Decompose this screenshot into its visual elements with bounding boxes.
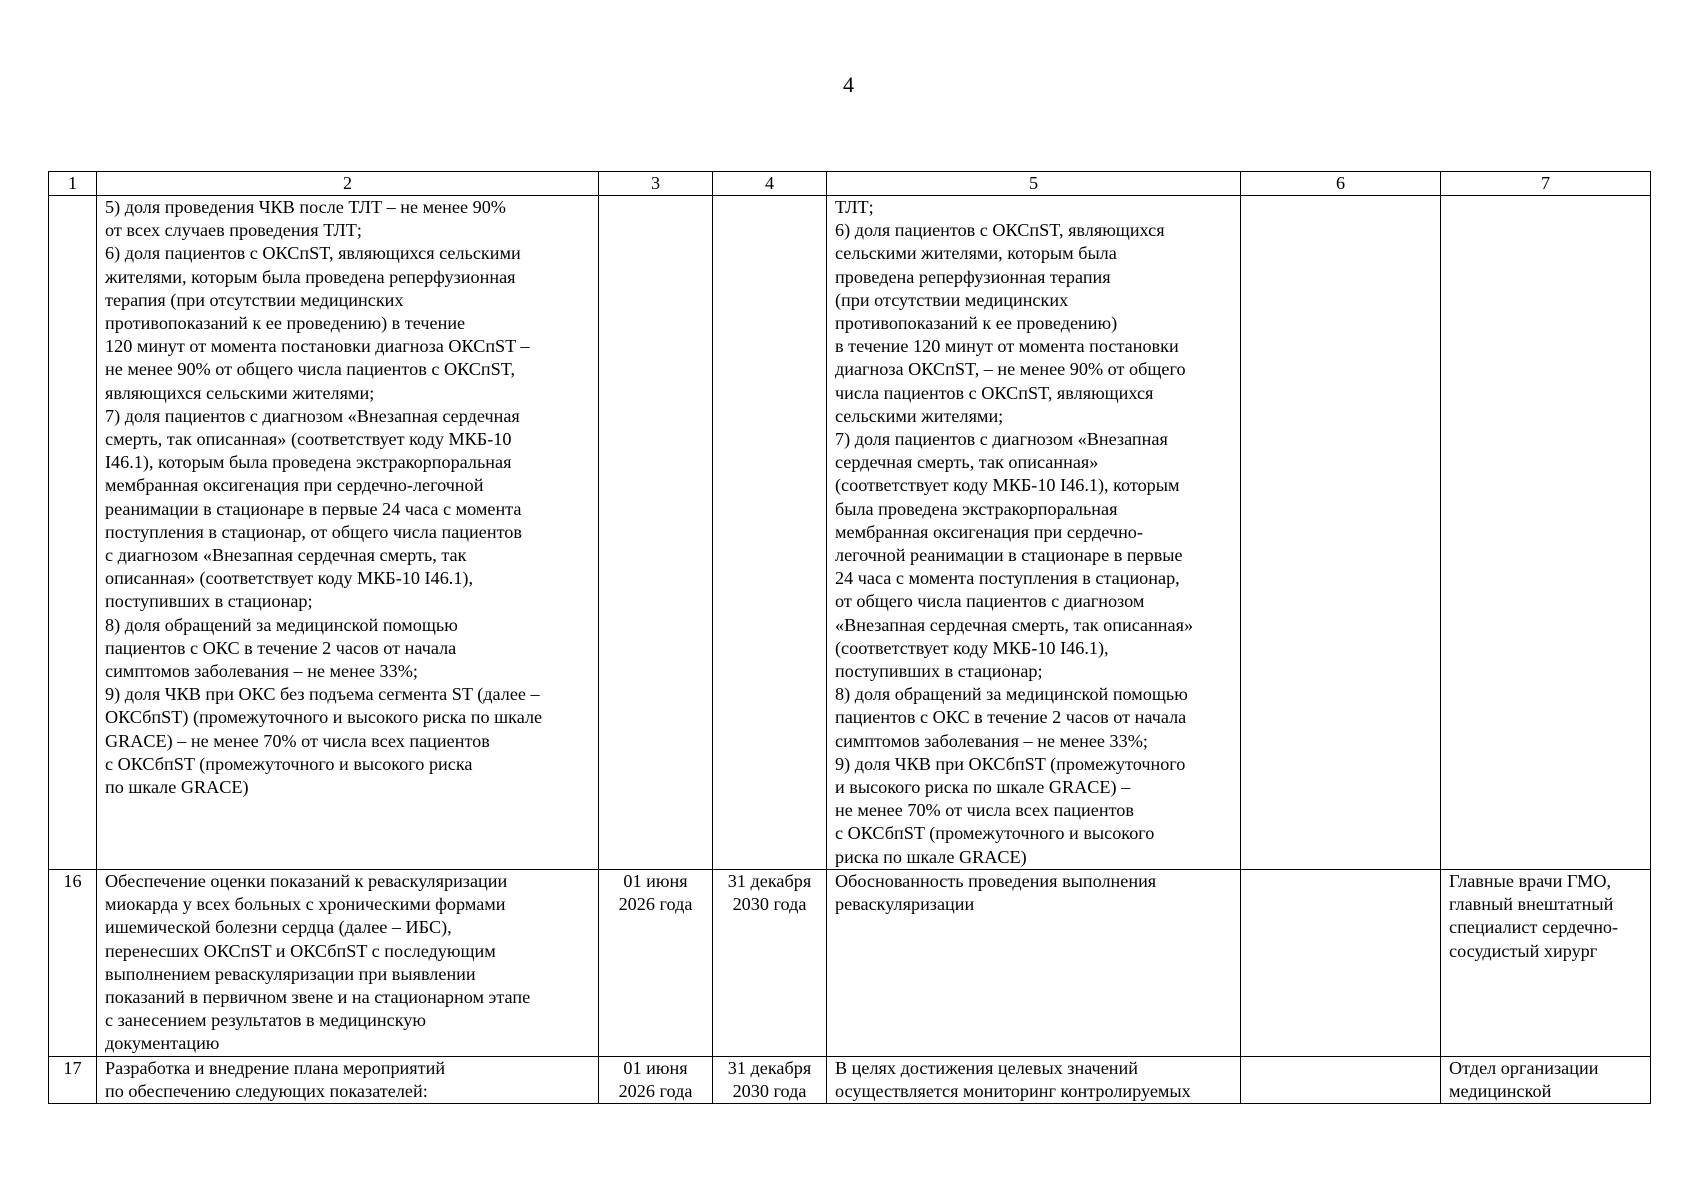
cell-line: 7) доля пациентов с диагнозом «Внезапная xyxy=(835,429,1168,450)
cell-line: медицинской xyxy=(1449,1080,1552,1101)
plan-table xyxy=(48,171,1651,1104)
cell-line: В целях достижения целевых значений xyxy=(835,1057,1138,1078)
cell-line: выполнением реваскуляризации при выявлении xyxy=(105,963,476,984)
cell-end-date xyxy=(713,196,827,870)
cell-line: «Внезапная сердечная смерть, так описанная» xyxy=(835,614,1194,635)
cell-line: сельскими жителями, которым была xyxy=(835,243,1117,264)
cell-line: с ОКСбпST (промежуточного и высокого xyxy=(835,823,1155,844)
cell-line: Обоснованность проведения выполнения xyxy=(835,870,1157,891)
cell-responsible xyxy=(1441,1056,1651,1103)
row-number xyxy=(49,196,97,870)
cell-line: показаний в первичном звене и на стационарном этапе xyxy=(105,986,531,1007)
cell-line: 01 июня xyxy=(623,1057,688,1078)
cell-line: 6) доля пациентов с ОКСпST, являющихся xyxy=(835,220,1165,241)
cell-line: 2030 года xyxy=(732,1080,807,1101)
cell-line: GRACE) – не менее 70% от числа всех пациентов xyxy=(105,730,490,751)
column-number-row xyxy=(49,172,1651,196)
cell-result xyxy=(827,1056,1241,1103)
cell-col6 xyxy=(1241,869,1441,1056)
cell-line: сельскими жителями; xyxy=(835,405,1004,426)
cell-line: 6) доля пациентов с ОКСпST, являющихся сельскими xyxy=(105,243,521,264)
cell-line: смерть, так описанная» (соответствует коду МКБ-10 xyxy=(105,429,512,450)
cell-line: поступивших в стационар; xyxy=(835,661,1043,682)
col-header-1: 1 xyxy=(49,172,97,196)
cell-line: не менее 90% от общего числа пациентов с ОКСпST, xyxy=(105,359,516,380)
table-row xyxy=(49,869,1651,1056)
cell-end-date xyxy=(713,1056,827,1103)
cell-end-date xyxy=(713,869,827,1056)
cell-line: Отдел организации xyxy=(1449,1057,1599,1078)
cell-line: была проведена экстракорпоральная xyxy=(835,498,1118,519)
cell-col6 xyxy=(1241,1056,1441,1103)
cell-line: ишемической болезни сердца (далее – ИБС), xyxy=(105,917,452,938)
cell-line: симптомов заболевания – не менее 33%; xyxy=(835,730,1148,751)
cell-line: 120 минут от момента постановки диагноза ОКСпST – xyxy=(105,336,530,357)
cell-measure xyxy=(97,869,599,1056)
cell-line: ОКСбпST) (промежуточного и высокого риска по шкале xyxy=(105,707,543,728)
cell-line: от всех случаев проведения ТЛТ; xyxy=(105,220,362,241)
cell-line: риска по шкале GRACE) xyxy=(835,846,1027,867)
cell-line: 2026 года xyxy=(618,894,693,915)
table-row xyxy=(49,196,1651,870)
cell-result xyxy=(827,869,1241,1056)
cell-line: с ОКСбпST (промежуточного и высокого риска xyxy=(105,753,473,774)
cell-line: пациентов с ОКС в течение 2 часов от начала xyxy=(835,707,1187,728)
cell-line: противопоказаний к ее проведению) xyxy=(835,313,1118,334)
cell-measure xyxy=(97,196,599,870)
cell-line: ТЛТ; xyxy=(835,197,874,217)
cell-line: мембранная оксигенация при сердечно- xyxy=(835,521,1143,542)
cell-line: и высокого риска по шкале GRACE) – xyxy=(835,777,1131,798)
cell-line: симптомов заболевания – не менее 33%; xyxy=(105,661,418,682)
cell-line: перенесших ОКСпST и ОКСбпST с последующим xyxy=(105,940,496,961)
cell-line: 5) доля проведения ЧКВ после ТЛТ – не менее 90% xyxy=(105,197,506,217)
cell-line: Главные врачи ГМО, xyxy=(1449,870,1612,891)
cell-line: главный внештатный xyxy=(1449,894,1614,915)
cell-line: по шкале GRACE) xyxy=(105,777,249,798)
cell-line: терапия (при отсутствии медицинских xyxy=(105,289,404,310)
cell-line: числа пациентов с ОКСпST, являющихся xyxy=(835,382,1154,403)
cell-line: 31 декабря xyxy=(727,870,812,891)
cell-line: легочной реанимации в стационаре в первые xyxy=(835,545,1183,566)
cell-col6 xyxy=(1241,196,1441,870)
cell-line: являющихся сельскими жителями; xyxy=(105,382,375,403)
cell-line: 9) доля ЧКВ при ОКС без подъема сегмента ST (далее – xyxy=(105,684,540,705)
col-header-3: 3 xyxy=(599,172,713,196)
table-body xyxy=(49,196,1651,1104)
cell-line: (соответствует коду МКБ-10 I46.1), xyxy=(835,637,1109,658)
cell-line: 8) доля обращений за медицинской помощью xyxy=(835,684,1188,705)
cell-line: (соответствует коду МКБ-10 I46.1), которым xyxy=(835,475,1180,496)
cell-line: мембранная оксигенация при сердечно-легочной xyxy=(105,475,484,496)
col-header-5: 5 xyxy=(827,172,1241,196)
cell-line: диагноза ОКСпST, – не менее 90% от общего xyxy=(835,359,1186,380)
cell-line: в течение 120 минут от момента постановки xyxy=(835,336,1179,357)
cell-responsible xyxy=(1441,196,1651,870)
cell-line: по обеспечению следующих показателей: xyxy=(105,1080,428,1101)
page-number: 4 xyxy=(843,72,854,97)
cell-line: описанная» (соответствует коду МКБ-10 I46.1), xyxy=(105,568,474,589)
cell-line: пациентов с ОКС в течение 2 часов от начала xyxy=(105,637,457,658)
cell-line: I46.1), которым была проведена экстракорпоральная xyxy=(105,452,512,473)
cell-result xyxy=(827,196,1241,870)
cell-line: 2026 года xyxy=(618,1080,693,1101)
cell-line: реваскуляризации xyxy=(835,894,975,915)
cell-line: документацию xyxy=(105,1033,220,1054)
cell-line: (при отсутствии медицинских xyxy=(835,289,1069,310)
cell-line: противопоказаний к ее проведению) в течение xyxy=(105,313,466,334)
table-row xyxy=(49,1056,1651,1103)
cell-line: с диагнозом «Внезапная сердечная смерть, так xyxy=(105,545,467,566)
cell-line: 31 декабря xyxy=(727,1057,812,1078)
col-header-7: 7 xyxy=(1441,172,1651,196)
cell-line: поступивших в стационар; xyxy=(105,591,313,612)
cell-line: сосудистый хирург xyxy=(1449,940,1598,961)
cell-line: от общего числа пациентов с диагнозом xyxy=(835,591,1145,612)
cell-line: реанимации в стационаре в первые 24 часа с момента xyxy=(105,498,522,519)
cell-start-date xyxy=(599,1056,713,1103)
cell-line: 9) доля ЧКВ при ОКСбпST (промежуточного xyxy=(835,753,1186,774)
cell-line: поступления в стационар, от общего числа пациентов xyxy=(105,521,522,542)
cell-line: 24 часа с момента поступления в стационар, xyxy=(835,568,1180,589)
cell-line: 2030 года xyxy=(732,894,807,915)
cell-line: 01 июня xyxy=(623,870,688,891)
cell-line: Разработка и внедрение плана мероприятий xyxy=(105,1057,446,1078)
cell-line: Обеспечение оценки показаний к реваскуляризации xyxy=(105,870,508,891)
cell-line: 7) доля пациентов с диагнозом «Внезапная сердечная xyxy=(105,405,520,426)
col-header-6: 6 xyxy=(1241,172,1441,196)
cell-line: миокарда у всех больных с хроническими формами xyxy=(105,894,506,915)
cell-line: сердечная смерть, так описанная» xyxy=(835,452,1099,473)
cell-measure xyxy=(97,1056,599,1103)
cell-line: специалист сердечно- xyxy=(1449,917,1619,938)
row-number: 17 xyxy=(49,1056,97,1103)
cell-line: не менее 70% от числа всех пациентов xyxy=(835,800,1134,821)
cell-start-date xyxy=(599,869,713,1056)
cell-start-date xyxy=(599,196,713,870)
col-header-4: 4 xyxy=(713,172,827,196)
row-number: 16 xyxy=(49,869,97,1056)
cell-line: осуществляется мониторинг контролируемых xyxy=(835,1080,1191,1101)
cell-line: жителями, которым была проведена реперфузионная xyxy=(105,266,516,287)
cell-line: проведена реперфузионная терапия xyxy=(835,266,1111,287)
col-header-2: 2 xyxy=(97,172,599,196)
cell-responsible xyxy=(1441,869,1651,1056)
cell-line: 8) доля обращений за медицинской помощью xyxy=(105,614,458,635)
cell-line: с занесением результатов в медицинскую xyxy=(105,1010,426,1031)
